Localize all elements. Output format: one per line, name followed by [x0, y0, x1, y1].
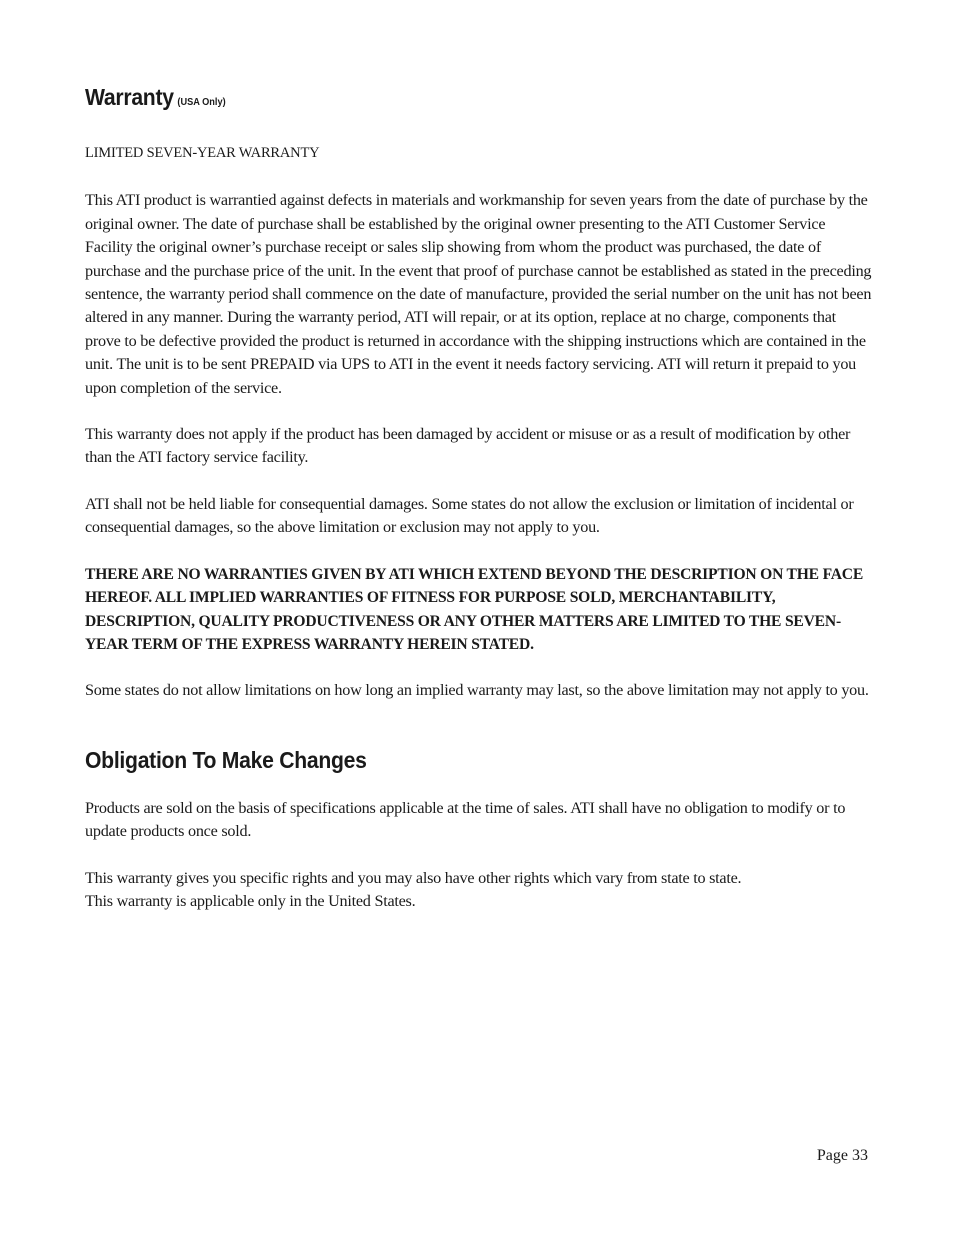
obligation-paragraph-1: Products are sold on the basis of specifications applicable at the time of sales. ATI shall have no obligation to modify or to update products once sold.	[85, 798, 846, 841]
obligation-heading: Obligation To Make Changes	[85, 746, 367, 773]
warranty-title: Warranty	[85, 84, 174, 110]
warranty-disclaimer: THERE ARE NO WARRANTIES GIVEN BY ATI WHICH EXTEND BEYOND THE DESCRIPTION ON THE FACE HEREOF. ALL IMPLIED WARRANTIES OF FITNESS FOR PURPOSE SOLD, MERCHANTABILITY, DESCRIPTION, QUALITY PRODUCTIVENESS OR ANY OTHER MATTERS ARE LIMITED TO THE SEVEN-YEAR TERM OF THE EXPRESS WARRANTY HEREIN STATED.	[85, 565, 864, 653]
document-page	[85, 82, 875, 913]
warranty-subtitle: (USA Only)	[177, 97, 226, 108]
warranty-heading	[85, 82, 812, 118]
obligation-paragraph-2-line-2: This warranty is applicable only in the United States.	[85, 891, 416, 910]
warranty-paragraph-1: This ATI product is warrantied against defects in materials and workmanship for seven years from the date of purchase by the original owner. The date of purchase shall be established by the original owner presenting to the ATI Customer Service Facility the original owner’s purchase receipt or sales slip showing from whom the product was purchased, the date of purchase and the purchase price of the unit. In the event that proof of purchase cannot be established as stated in the preceding sentence, the warranty period shall commence on the date of manufacture, provided the serial number on the unit has not been altered in any manner. During the warranty period, ATI will repair, or at its option, replace at no charge, components that prove to be defective provided the product is returned in accordance with the shipping instructions which are contained in the unit. The unit is to be sent PREPAID via UPS to ATI in the event it needs factory servicing. ATI will return it prepaid to you upon completion of the service.	[85, 191, 872, 397]
warranty-paragraph-4: Some states do not allow limitations on how long an implied warranty may last, so the above limitation may not apply to you.	[85, 681, 869, 700]
limited-warranty-label: LIMITED SEVEN-YEAR WARRANTY	[85, 145, 320, 161]
warranty-paragraph-3: ATI shall not be held liable for consequential damages. Some states do not allow the exclusion or limitation of incidental or consequential damages, so the above limitation or exclusion may not apply to you.	[85, 494, 854, 537]
warranty-paragraph-2: This warranty does not apply if the product has been damaged by accident or misuse or as a result of modification by other than the ATI factory service facility.	[85, 425, 851, 467]
page-number: Page 33	[816, 1147, 868, 1164]
obligation-paragraph-2-line-1: This warranty gives you specific rights and you may also have other rights which vary from state to state.	[85, 868, 742, 887]
